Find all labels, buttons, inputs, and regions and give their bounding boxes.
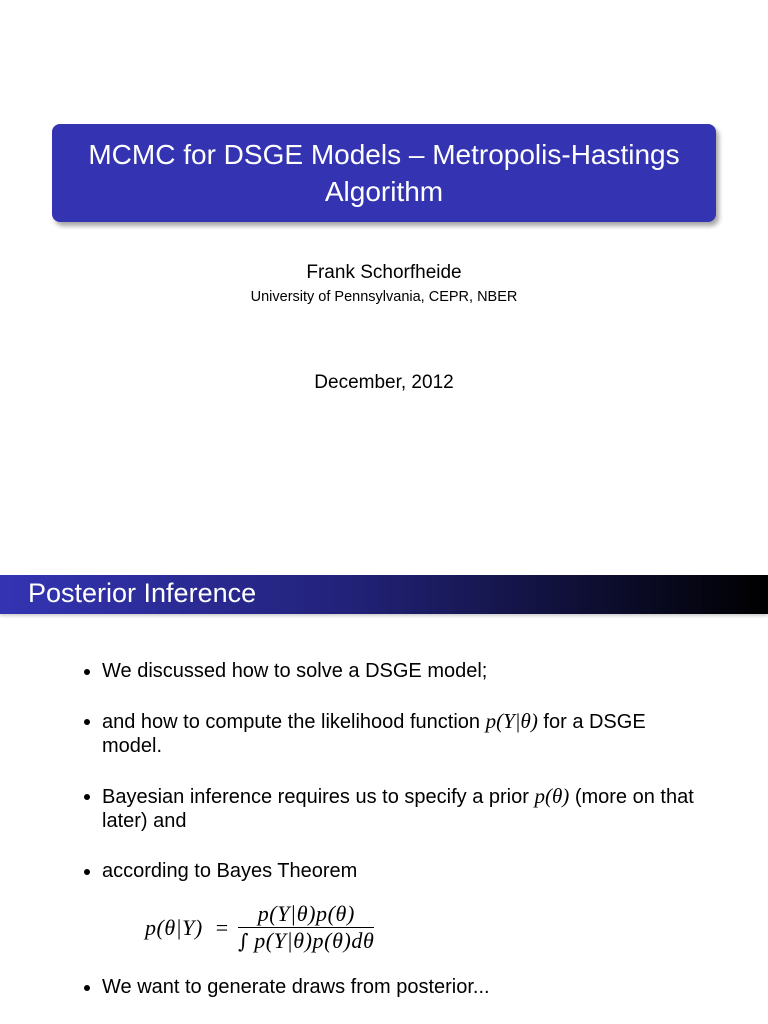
presentation-title-line: Algorithm: [324, 176, 444, 207]
bullet-item: [102, 975, 490, 1000]
bullet-line: [102, 809, 694, 834]
equation-fraction: [236, 901, 376, 954]
inline-math: p(Y|θ): [485, 709, 538, 733]
frame-title-bar: [0, 575, 768, 614]
bullet-text: according to Bayes Theorem: [102, 860, 358, 882]
author-affiliation: University of Pennsylvania, CEPR, NBER: [250, 289, 518, 305]
bullet-line: [102, 734, 646, 759]
bullet-text: Bayesian inference requires us to specify a prior: [102, 786, 535, 808]
bullet-text: model.: [102, 735, 163, 757]
bullet-line: [102, 709, 646, 734]
integral-sign: ∫: [238, 929, 250, 953]
bullet-icon: [84, 794, 90, 800]
bullet-text: for a DSGE: [537, 711, 646, 733]
fraction-denominator: p(Y|θ)p(θ)dθ: [254, 928, 375, 953]
bullet-line: [102, 859, 357, 884]
title-box: [52, 124, 716, 222]
bullet-icon: [84, 669, 90, 675]
bayes-theorem-equation: [145, 901, 376, 954]
fraction-denominator-group: [238, 928, 374, 954]
bullet-item: [102, 859, 357, 884]
bullet-line: [102, 975, 490, 1000]
inline-math: p(θ): [534, 784, 570, 808]
bullet-item: [102, 784, 694, 834]
bullet-line: [102, 659, 487, 684]
equation-lhs: p(θ|Y): [145, 914, 203, 940]
bullet-text: We want to generate draws from posterior...: [102, 976, 490, 998]
bullet-icon: [84, 869, 90, 875]
equation-equals-sign: =: [215, 914, 229, 940]
bullet-icon: [84, 985, 90, 991]
presentation-date: December, 2012: [314, 372, 454, 393]
bullet-item: [102, 709, 646, 759]
frame-title: Posterior Inference: [28, 578, 257, 608]
bullet-text: later) and: [102, 810, 187, 832]
author-name: Frank Schorfheide: [306, 262, 462, 283]
bullet-text: We discussed how to solve a DSGE model;: [102, 660, 488, 682]
fraction-numerator: p(Y|θ)p(θ): [257, 901, 355, 926]
bullet-icon: [84, 719, 90, 725]
content-slide: [0, 575, 768, 1024]
bullet-text: (more on that: [569, 786, 694, 808]
bullet-item: [102, 659, 487, 684]
bullet-line: [102, 784, 694, 809]
presentation-title-line: MCMC for DSGE Models – Metropolis-Hastings: [88, 139, 680, 170]
bullet-text: and how to compute the likelihood function: [102, 711, 486, 733]
